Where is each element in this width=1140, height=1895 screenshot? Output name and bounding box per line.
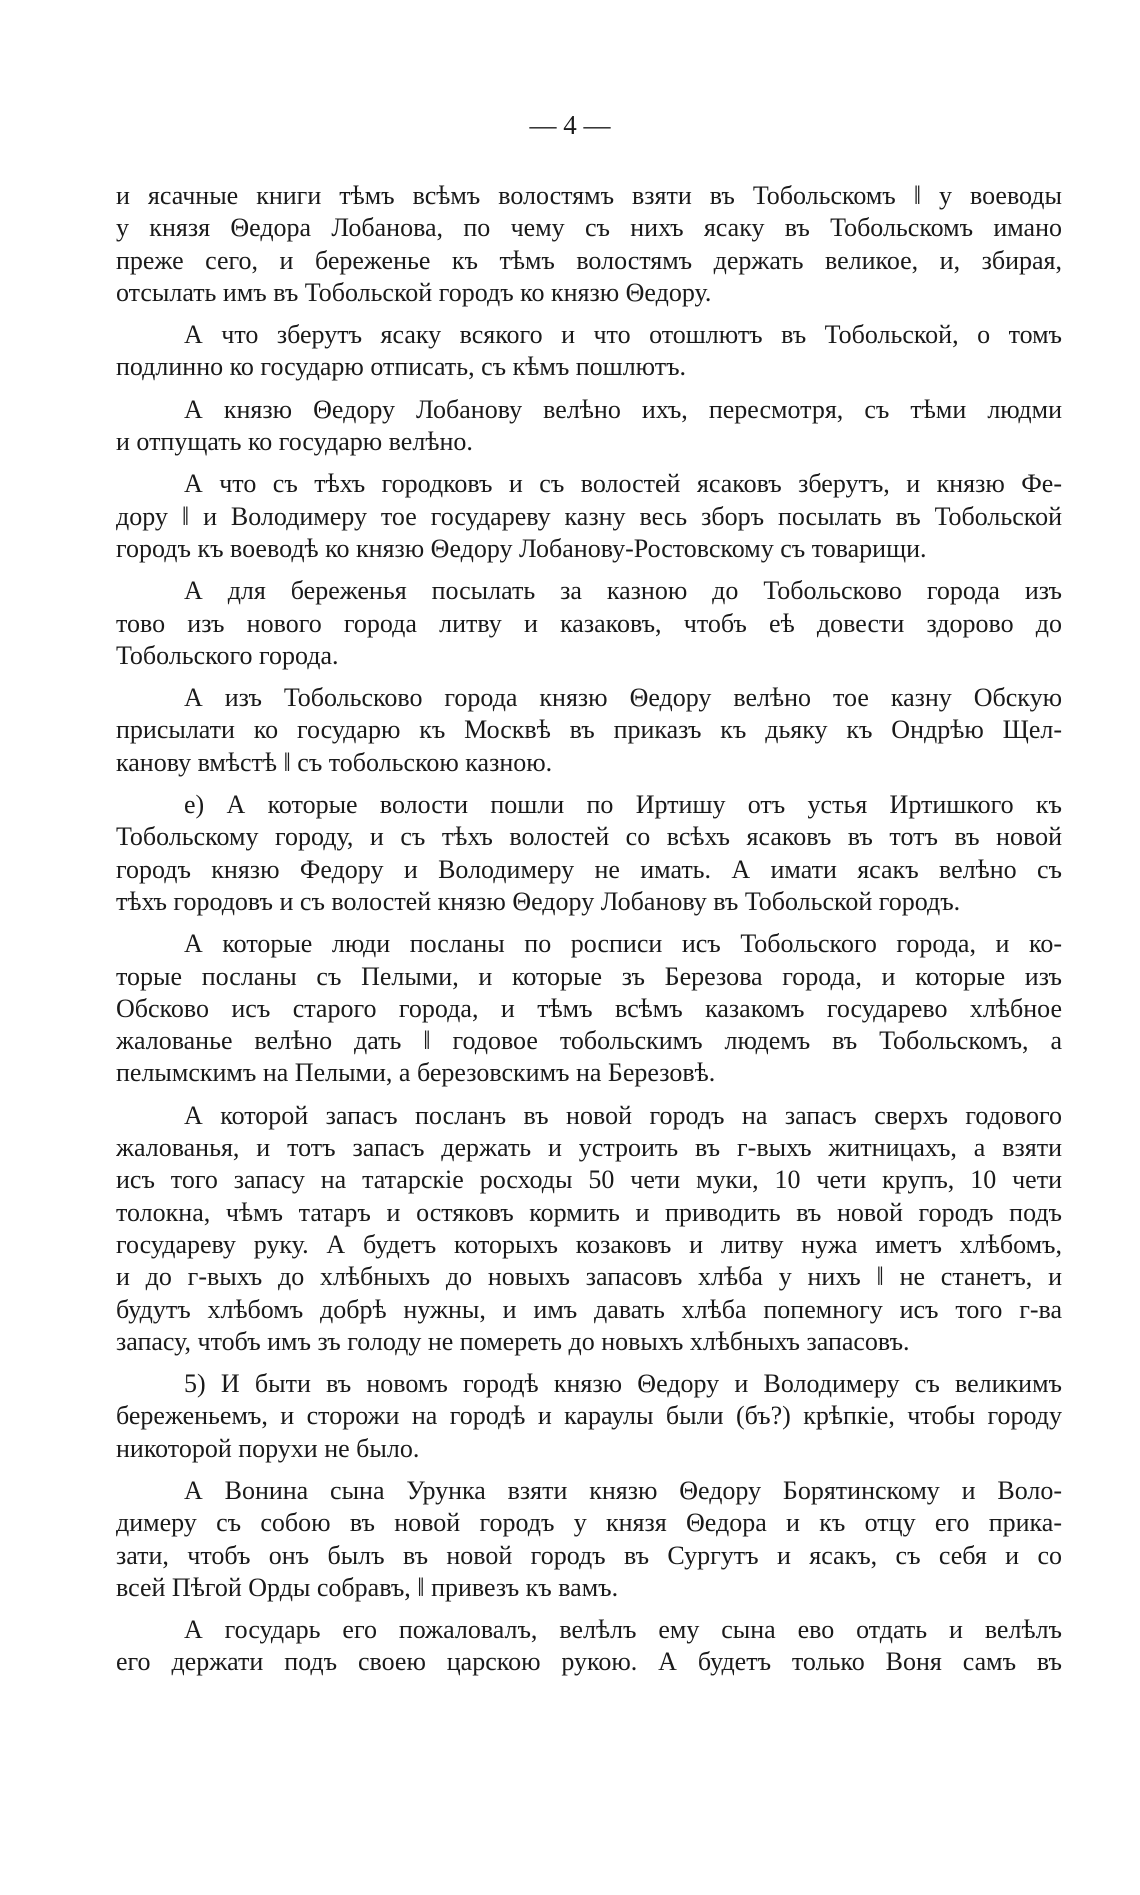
- paragraph: [116, 928, 1062, 1089]
- text-line: А что зберутъ ясаку всякого и что отошлютъ въ Тобольской, о томъ: [184, 320, 1062, 350]
- text-line: торые посланы съ Пелыми, и которые зъ Березова города, и которые изъ: [116, 961, 1062, 991]
- paragraph: [116, 789, 1062, 918]
- text-line: дору ‖ и Володимеру тое государеву казну весь зборъ посылать въ Тобольской: [116, 501, 1062, 531]
- paragraph: [116, 394, 1062, 459]
- text-line: е) А которые волости пошли по Иртишу отъ устья Иртишкого къ: [184, 790, 1062, 820]
- paragraph: [116, 575, 1062, 672]
- text-line: и до г-выхъ до хлѣбныхъ до новыхъ запасовъ хлѣба у нихъ ‖ не станетъ, и: [116, 1262, 1062, 1292]
- text-line: запасу, чтобъ имъ зъ голоду не помереть до новыхъ хлѣбныхъ запасовъ.: [116, 1326, 910, 1356]
- text-line: А которой запасъ посланъ въ новой городъ на запасъ сверхъ годового: [184, 1100, 1062, 1130]
- text-line: у князя Θедора Лобанова, по чему съ нихъ ясаку въ Тобольскомъ имано: [116, 213, 1062, 243]
- text-line: береженьемъ, и сторожи на городѣ и караулы были (бъ?) крѣпкіе, чтобы городу: [116, 1401, 1062, 1431]
- text-line: канову вмѣстѣ ‖ съ тобольскою казною.: [116, 747, 553, 777]
- text-line: присылати ко государю къ Москвѣ въ приказъ къ дьяку къ Ондрѣю Щел-: [116, 715, 1062, 745]
- text-line: никоторой порухи не было.: [116, 1433, 420, 1463]
- paragraph: [116, 1368, 1062, 1465]
- text-line: тово изъ нового города литву и казаковъ, чтобъ еѣ довести здорово до: [116, 608, 1062, 638]
- text-line: димеру съ собою въ новой городъ у князя Θедора и къ отцу его прика-: [116, 1508, 1062, 1538]
- text-line: его держати подъ своею царскою рукою. А будетъ только Воня самъ въ: [116, 1647, 1062, 1677]
- text-line: жалованье велѣно дать ‖ годовое тобольскимъ людемъ въ Тобольскомъ, а: [116, 1026, 1062, 1056]
- text-line: Тобольского города.: [116, 640, 339, 670]
- paragraph: [116, 468, 1062, 565]
- text-line: и ясачные книги тѣмъ всѣмъ волостямъ взяти въ Тобольскомъ ‖ у воеводы: [116, 181, 1062, 210]
- text-line: городъ къ воеводѣ ко князю Θедору Лобанову-Ростовскому съ товарищи.: [116, 533, 927, 563]
- text-line: 5) И быти въ новомъ городѣ князю Θедору и Володимеру съ великимъ: [184, 1369, 1062, 1399]
- text-line: А изъ Тобольсково города князю Θедору велѣно тое казну Обскую: [184, 683, 1062, 713]
- page-number: — 4 —: [529, 110, 611, 140]
- paragraph: [116, 1100, 1062, 1358]
- text-line: и отпущать ко государю велѣно.: [116, 427, 473, 457]
- text-line: толокна, чѣмъ татаръ и остяковъ кормить и приводить въ новой городъ подъ: [116, 1197, 1062, 1227]
- text-line: А князю Θедору Лобанову велѣно ихъ, пересмотря, съ тѣми людми: [184, 394, 1062, 424]
- text-line: Обсково исъ старого города, и тѣмъ всѣмъ казакомъ государево хлѣбное: [116, 993, 1062, 1023]
- document-body: [116, 180, 1062, 1679]
- text-line: А что съ тѣхъ городковъ и съ волостей ясаковъ зберутъ, и князю Фе-: [184, 469, 1062, 499]
- text-line: жалованья, и тотъ запасъ держать и устроить въ г-выхъ житницахъ, а взяти: [116, 1133, 1062, 1163]
- paragraph: [116, 319, 1062, 384]
- paragraph: [116, 1614, 1062, 1679]
- text-line: будутъ хлѣбомъ добрѣ нужны, и имъ давать хлѣба попемногу исъ того г-ва: [116, 1294, 1062, 1324]
- text-line: А для береженья посылать за казною до Тобольсково города изъ: [184, 576, 1062, 606]
- paragraph: [116, 682, 1062, 779]
- text-line: государеву руку. А будетъ которыхъ козаковъ и литву нужа иметъ хлѣбомъ,: [116, 1229, 1062, 1259]
- text-line: преже сего, и береженье къ тѣмъ волостямъ держать великое, и, збирая,: [116, 245, 1062, 275]
- paragraph: [116, 180, 1062, 309]
- paragraph: [116, 1475, 1062, 1604]
- text-line: Тобольскому городу, и съ тѣхъ волостей со всѣхъ ясаковъ въ тотъ въ новой: [116, 822, 1062, 852]
- text-line: всей Пѣгой Орды собравъ, ‖ привезъ къ вамъ.: [116, 1572, 619, 1602]
- text-line: исъ того запасу на татарскіе росходы 50 чети муки, 10 чети крупъ, 10 чети: [116, 1165, 1062, 1195]
- text-line: А которые люди посланы по росписи исъ Тобольского города, и ко-: [184, 929, 1062, 959]
- text-line: зати, чтобъ онъ былъ въ новой городъ въ Сургутъ и ясакъ, съ себя и со: [116, 1540, 1062, 1570]
- text-line: подлинно ко государю отписать, съ кѣмъ пошлютъ.: [116, 352, 687, 382]
- text-line: А Вонина сына Урунка взяти князю Θедору Борятинскому и Воло-: [184, 1475, 1062, 1505]
- text-line: городъ князю Федору и Володимеру не имать. А имати ясакъ велѣно съ: [116, 854, 1062, 884]
- text-line: тѣхъ городовъ и съ волостей князю Θедору Лобанову въ Тобольской городъ.: [116, 886, 961, 916]
- text-line: отсылать имъ въ Тобольской городъ ко князю Θедору.: [116, 277, 712, 307]
- text-line: пелымскимъ на Пелыми, а березовскимъ на Березовѣ.: [116, 1058, 716, 1088]
- text-line: А государь его пожаловалъ, велѣлъ ему сына ево отдать и велѣлъ: [184, 1615, 1062, 1645]
